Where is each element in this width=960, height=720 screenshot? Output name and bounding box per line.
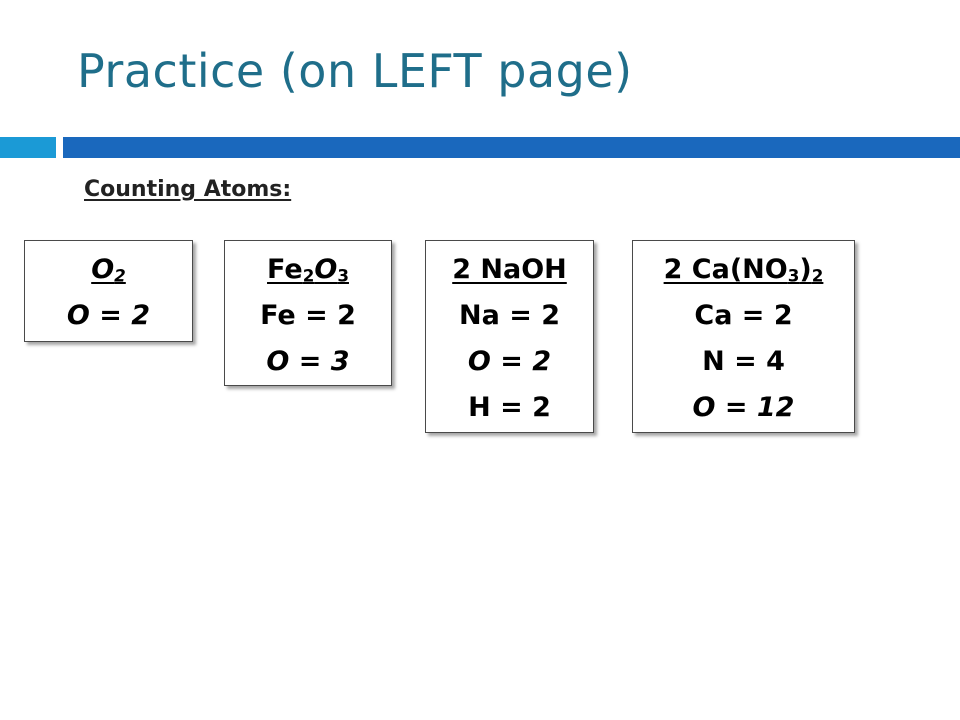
accent-bar-left — [0, 137, 56, 158]
slide-title: Practice (on LEFT page) — [77, 44, 633, 98]
atom-count: O = 2 — [66, 300, 151, 331]
formula-box-o2 — [24, 240, 193, 342]
formula-heading: 2 $Ca(NO_3)_2$ — [663, 254, 824, 286]
formula-heading: $Fe_2O_3$ — [267, 254, 349, 286]
accent-bar-right — [63, 137, 960, 158]
atom-count: Na = 2 — [458, 300, 561, 331]
formula-box-cano3 — [632, 240, 855, 433]
atom-count: Fe = 2 — [260, 300, 356, 331]
atom-count: O = 3 — [266, 346, 350, 377]
atom-count: O = 12 — [692, 392, 795, 423]
formula-heading: 2 NaOH — [452, 254, 567, 285]
formula-heading: $O_2$ — [91, 254, 126, 286]
atom-count: H = 2 — [468, 392, 551, 423]
section-label: Counting Atoms: — [84, 177, 292, 202]
atom-count: N = 4 — [702, 346, 785, 377]
formula-box-naoh — [425, 240, 594, 433]
atom-count: O = 2 — [467, 346, 552, 377]
atom-count: Ca = 2 — [694, 300, 793, 331]
formula-box-fe2o3 — [224, 240, 392, 386]
